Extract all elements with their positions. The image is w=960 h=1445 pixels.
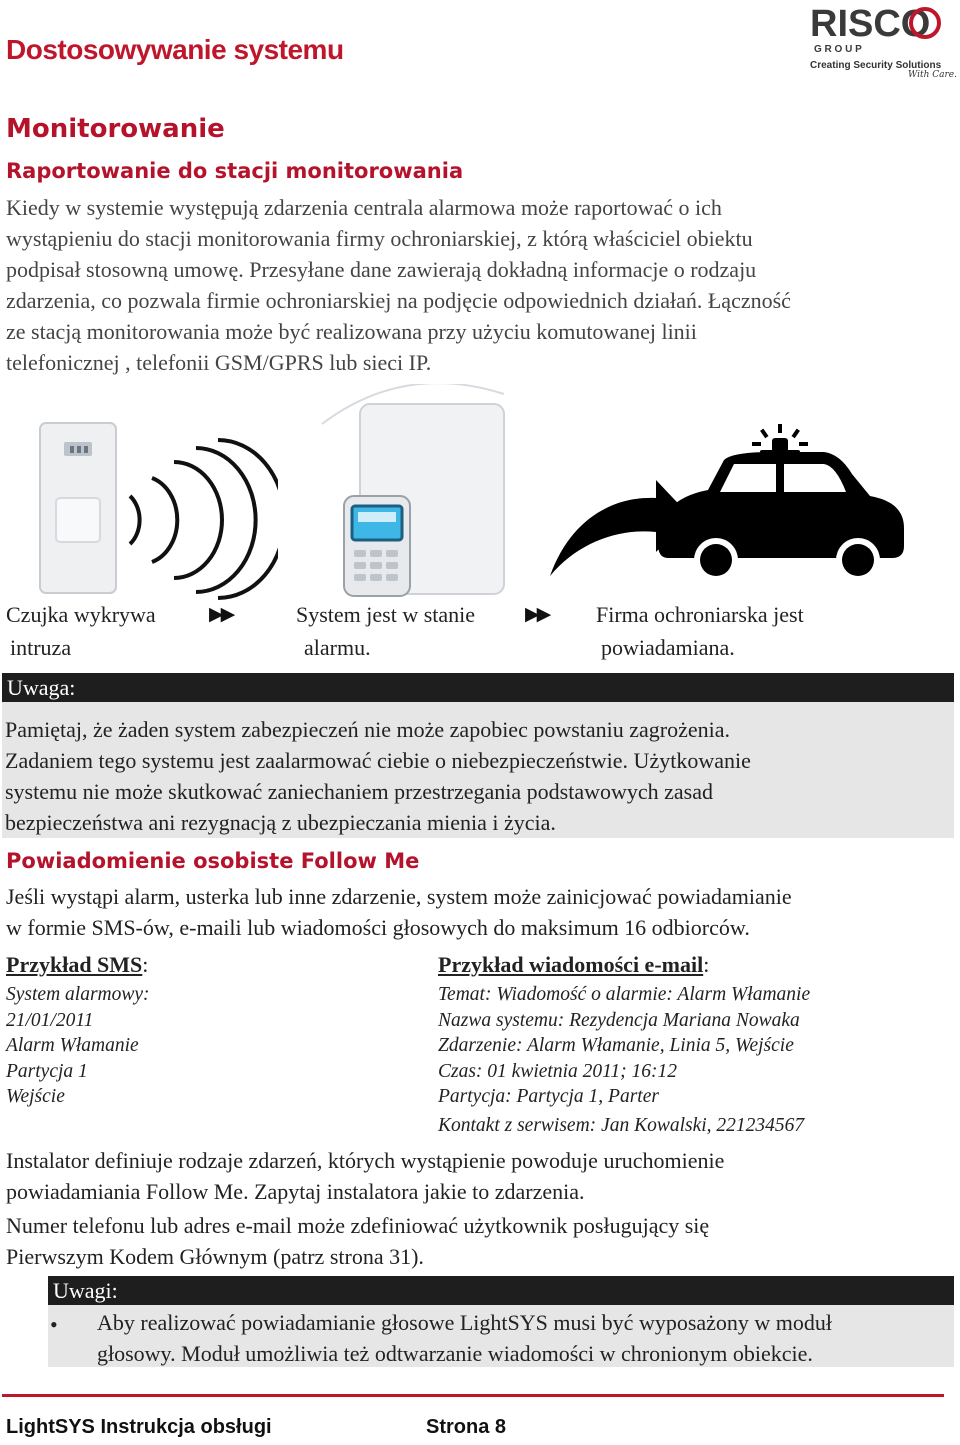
flow-arrow-icon: ▶▶ — [209, 603, 233, 625]
followme-heading: Powiadomienie osobiste Follow Me — [6, 849, 420, 873]
motion-detector-illustration — [38, 420, 278, 600]
footer-page-number: Strona 8 — [426, 1416, 507, 1438]
note-text — [5, 714, 751, 838]
sms-line: Partycja 1 — [6, 1060, 88, 1082]
notes-text — [97, 1307, 832, 1369]
intro-line: ze stacją monitorowania może być realizowana przy użyciu komutowanej linii — [6, 319, 697, 344]
outro-line: Instalator definiuje rodzaje zdarzeń, których wystąpienie powoduje uruchomienie — [6, 1148, 725, 1173]
followme-outro-events — [6, 1145, 946, 1207]
email-line: Czas: 01 kwietnia 2011; 16:12 — [438, 1060, 678, 1082]
section-heading: Monitorowanie — [6, 114, 225, 144]
email-example-heading: Przykład wiadomości e-mail — [438, 952, 704, 977]
sms-line: Alarm Włamanie — [6, 1035, 139, 1056]
notes-header-bar: Uwagi: — [48, 1276, 954, 1305]
intro-line: podpisał stosowną umowę. Przesyłane dane zawierają dokładną informacje o rodzaju — [6, 257, 757, 282]
security-car-illustration — [540, 424, 910, 600]
intro-line: Kiedy w systemie występują zdarzenia centrala alarmowa może raportować o ich — [6, 195, 722, 220]
notes-line: głosowy. Moduł umożliwia też odtwarzanie wiadomości w chronionym obiekcie. — [97, 1341, 813, 1366]
document-title: Dostosowywanie systemu — [6, 34, 344, 65]
followme-intro-line: Jeśli wystąpi alarm, usterka lub inne zdarzenie, system może zainicjować powiadamianie — [6, 884, 792, 909]
flow-arrow-icon: ▶▶ — [525, 603, 549, 625]
email-line: Temat: Wiadomość o alarmie: Alarm Włamanie — [438, 984, 811, 1005]
note-line: Pamiętaj, że żaden system zabezpieczeń nie może zapobiec powstaniu zagrożenia. — [5, 717, 731, 742]
intro-line: telefonicznej , telefonii GSM/GPRS lub sieci IP. — [6, 350, 432, 375]
outro-line: Numer telefonu lub adres e-mail może zdefiniować użytkownik posługujący się — [6, 1213, 710, 1238]
flow-step-line: Czujka wykrywa — [6, 602, 156, 627]
followme-intro-line: w formie SMS-ów, e-maili lub wiadomości głosowych do maksimum 16 odbiorców. — [6, 915, 750, 940]
flow-step-line: System jest w stanie — [296, 602, 476, 627]
sms-line: Wejście — [6, 1086, 65, 1107]
note-line: systemu nie może skutkować zaniechaniem przestrzegania podstawowych zasad — [5, 779, 714, 804]
logo-group: G R O U P — [814, 44, 862, 55]
followme-outro-master-code — [6, 1210, 946, 1272]
email-line: Zdarzenie: Alarm Włamanie, Linia 5, Wejście — [438, 1035, 794, 1056]
notes-line: Aby realizować powiadamianie głosowe LightSYS musi być wyposażony w moduł — [97, 1310, 833, 1335]
flow-step-system — [296, 598, 475, 664]
flow-step-line: alarmu. — [304, 635, 371, 660]
logo-tagline-script: With Care. — [908, 70, 957, 80]
email-line: Partycja: Partycja 1, Parter — [438, 1086, 659, 1107]
note-line: Zadaniem tego systemu jest zaalarmować ciebie o niebezpieczeństwie. Użytkowanie — [5, 748, 751, 773]
intro-paragraph — [6, 192, 946, 378]
email-line: Nazwa systemu: Rezydencja Mariana Nowaka — [438, 1009, 800, 1031]
email-example — [438, 950, 810, 1138]
outro-line: Pierwszym Kodem Głównym (patrz strona 31). — [6, 1244, 424, 1269]
notes-box — [48, 1305, 954, 1367]
section-subheading: Raportowanie do stacji monitorowania — [6, 159, 464, 183]
sms-line: System alarmowy: — [6, 984, 150, 1005]
sms-example-heading: Przykład SMS — [6, 952, 143, 977]
intro-line: wystąpieniu do stacji monitorowania firmy ochroniarskiej, z którą właściciel obiektu — [6, 226, 753, 251]
intro-line: zdarzenia, co pozwala firmie ochroniarskiej na podjęcie odpowiednich działań. Łączność — [6, 288, 791, 313]
control-panel-illustration — [300, 384, 510, 598]
bullet-icon: • — [50, 1312, 58, 1337]
outro-line: powiadamiania Follow Me. Zapytaj instalatora jakie to zdarzenia. — [6, 1179, 585, 1204]
flow-step-line: intruza — [10, 635, 72, 660]
sms-example — [6, 950, 150, 1110]
footer-divider — [2, 1394, 944, 1397]
sms-heading-colon: : — [142, 952, 149, 977]
flow-step-security-company — [596, 598, 804, 664]
logo-tagline: Creating Security Solutions — [810, 60, 942, 71]
note-line: bezpieczeństwa ani rezygnacją z ubezpieczania mienia i życia. — [5, 810, 556, 835]
note-box — [2, 702, 954, 838]
email-heading-colon: : — [703, 952, 710, 977]
risco-logo-graphic — [808, 2, 958, 80]
note-header-bar: Uwaga: — [2, 673, 954, 702]
flow-step-detector — [6, 598, 156, 664]
sms-line: 21/01/2011 — [6, 1009, 94, 1031]
followme-intro — [6, 881, 946, 943]
logo-name: RISCO — [810, 3, 931, 45]
risco-logo — [808, 2, 958, 80]
email-contact-line: Kontakt z serwisem: Jan Kowalski, 221234567 — [438, 1114, 805, 1136]
flow-step-line: powiadamiana. — [601, 635, 735, 660]
footer-manual-title: LightSYS Instrukcja obsługi — [6, 1416, 272, 1438]
flow-step-line: Firma ochroniarska jest — [596, 602, 804, 627]
